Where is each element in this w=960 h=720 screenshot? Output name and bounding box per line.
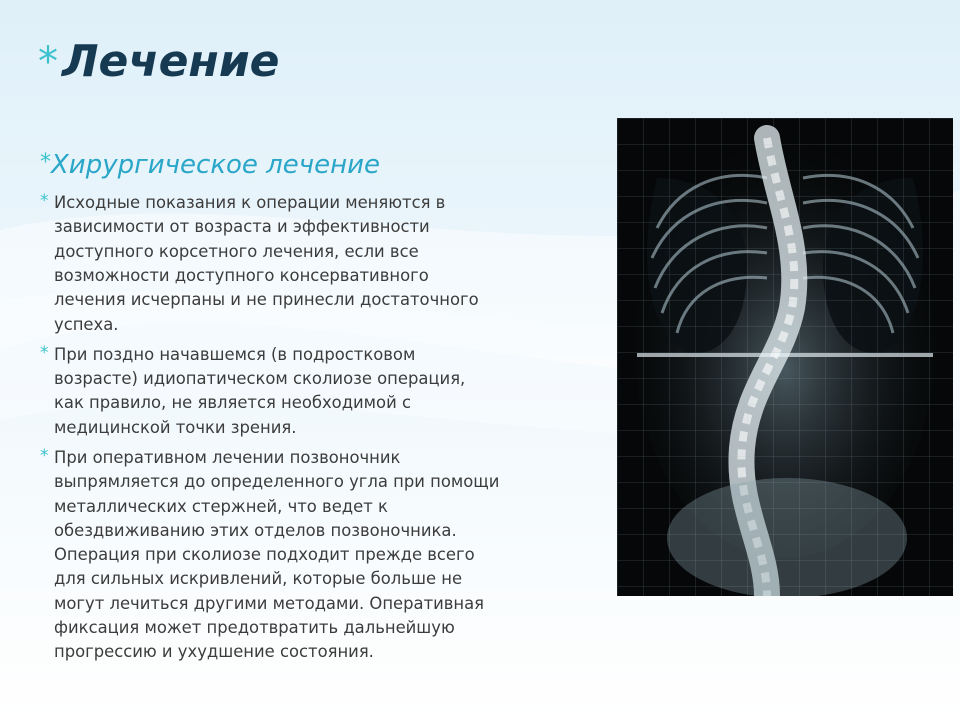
bullet-star-icon: * <box>40 342 49 363</box>
bullet-text: При оперативном лечении позвоночник выпрямляется до определенного угла при помощи металлических стержней, что ведет к обездвиживанию этих отделов позвоночника. Операция при сколиозе подходит прежде всего для сильных искривлений, которые больше не могут лечиться другими методами. Оперативная фиксация может предотвратить дальнейшую прогрессию и ухудшение состояния. <box>54 448 500 662</box>
subtitle <box>40 150 560 181</box>
title-star-icon: * <box>38 39 58 85</box>
bullet-item <box>40 191 560 337</box>
subtitle-star-icon: * <box>40 150 51 175</box>
bullet-item <box>40 446 560 665</box>
bullet-star-icon: * <box>40 446 49 466</box>
slide-title <box>38 36 280 89</box>
subtitle-text: Хирургическое лечение <box>51 150 381 180</box>
slide-title-text: Лечение <box>62 36 280 87</box>
bullet-item <box>40 343 560 440</box>
bullet-star-icon: * <box>40 191 49 212</box>
bullet-text: Исходные показания к операции меняются в зависимости от возраста и эффективности доступного корсетного лечения, если все возможности доступного консервативного лечения исчерпаны и не принесли достаточного успеха. <box>54 193 479 334</box>
bullet-text: При поздно начавшемся (в подростковом возрасте) идиопатическом сколиозе операция, как правило, не является необходимой с медицинской точки зрения. <box>54 344 466 437</box>
slide-content <box>40 150 560 671</box>
spine-xray-image <box>617 118 953 596</box>
